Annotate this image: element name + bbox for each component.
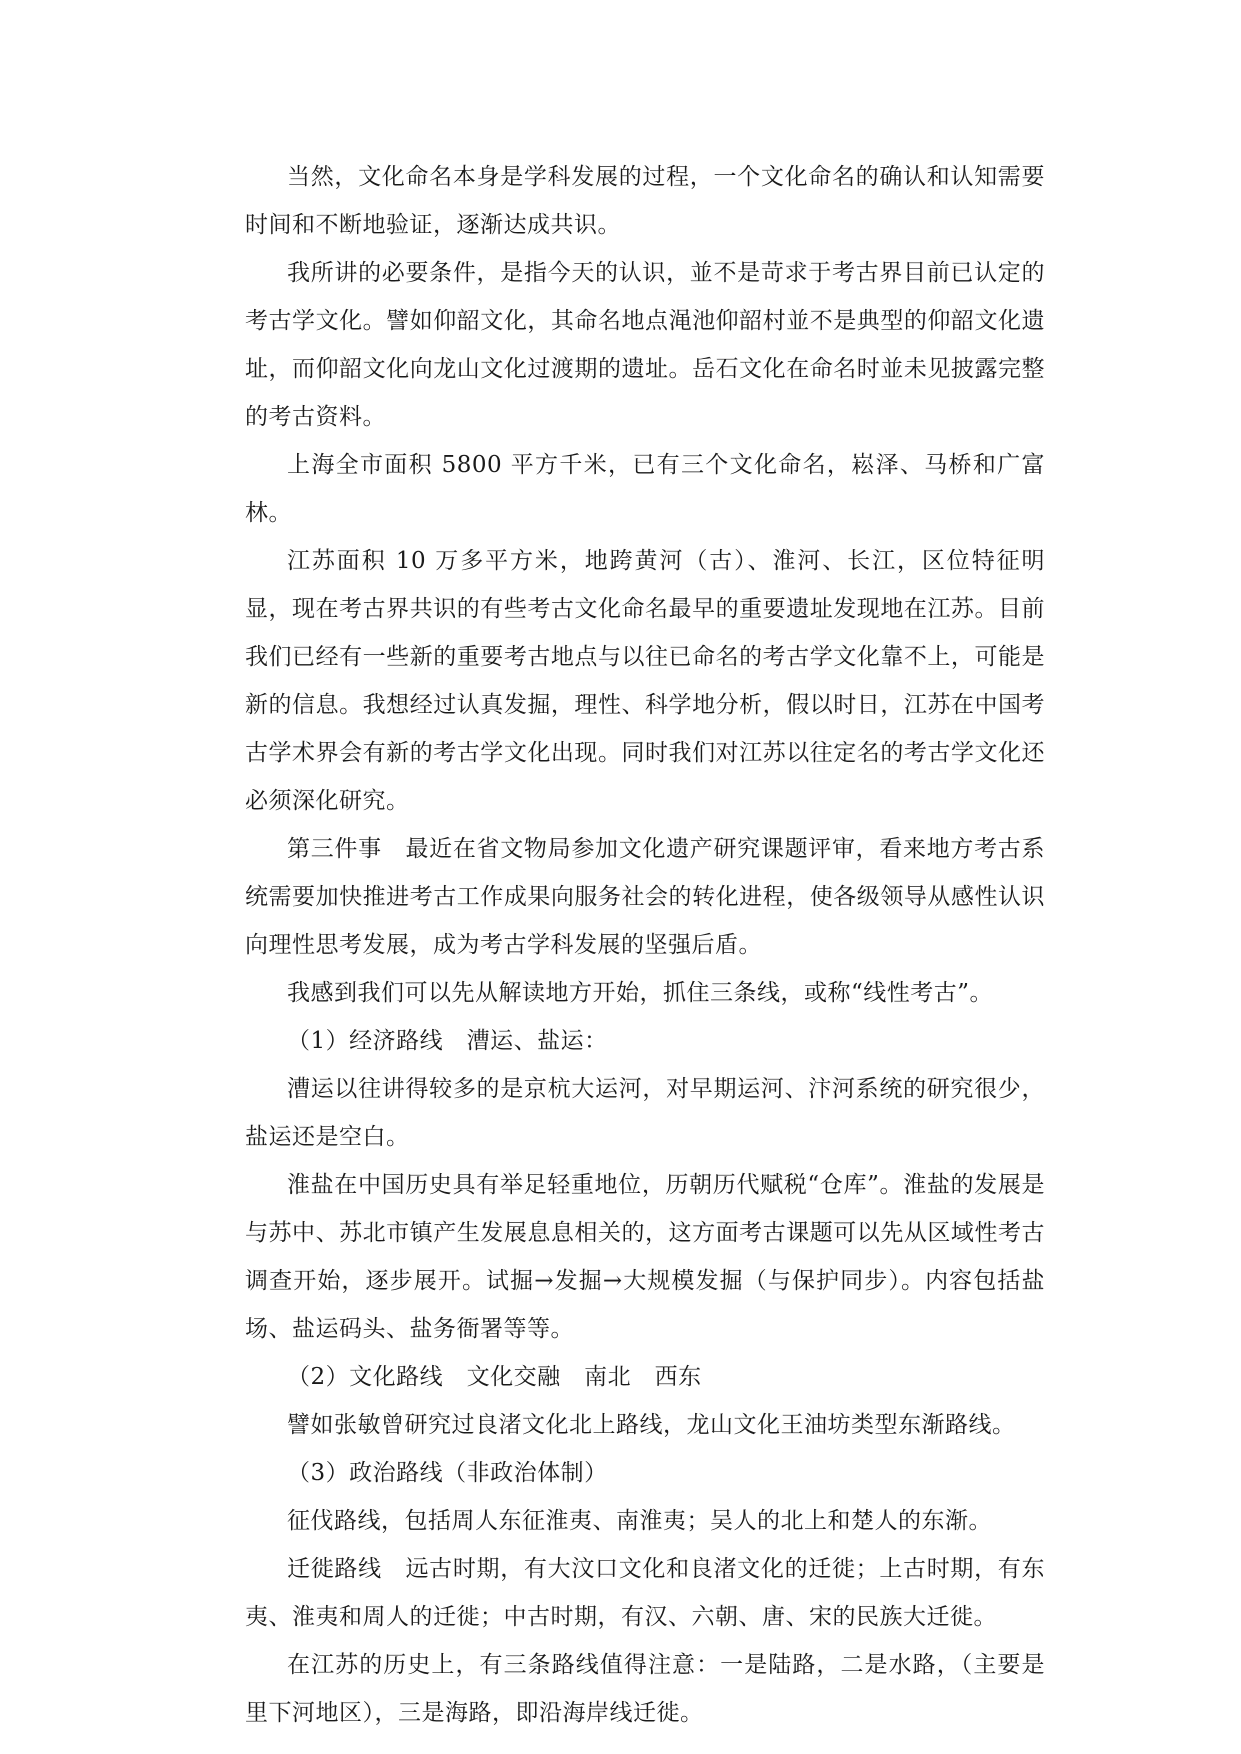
paragraph-7: （1）经济路线 漕运、盐运： [287, 1028, 608, 1054]
paragraph-8: 漕运以往讲得较多的是京杭大运河，对早期运河、汴河系统的研究很少，盐运还是空白。 [245, 1076, 1045, 1150]
paragraph-5: 第三件事 最近在省文物局参加文化遗产研究课题评审，看来地方考古系统需要加快推进考古工作成果向服务社会的转化进程，使各级领导从感性认识向理性思考发展，成为考古学科发展的坚强后盾。 [245, 836, 1045, 958]
paragraph-4: 江苏面积 10 万多平方米，地跨黄河（古）、淮河、长江，区位特征明显，现在考古界共识的有些考古文化命名最早的重要遗址发现地在江苏。目前我们已经有一些新的重要考古地点与以往已命名的考古学文化靠不上，可能是新的信息。我想经过认真发掘，理性、科学地分析，假以时日，江苏在中国考古学术界会有新的考古学文化出现。同时我们对江苏以往定名的考古学文化还必须深化研究。 [245, 548, 1045, 814]
paragraph-6: 我感到我们可以先从解读地方开始，抓住三条线，或称“线性考古”。 [287, 980, 994, 1006]
paragraph-2: 我所讲的必要条件，是指今天的认识，並不是苛求于考古界目前已认定的考古学文化。譬如仰韶文化，其命名地点渑池仰韶村並不是典型的仰韶文化遗址，而仰韶文化向龙山文化过渡期的遗址。岳石文化在命名时並未见披露完整的考古资料。 [245, 260, 1045, 430]
paragraph-1: 当然，文化命名本身是学科发展的过程，一个文化命名的确认和认知需要时间和不断地验证，逐渐达成共识。 [245, 164, 1045, 238]
document-body [245, 153, 1045, 1737]
paragraph-9: 淮盐在中国历史具有举足轻重地位，历朝历代赋税“仓库”。淮盐的发展是与苏中、苏北市镇产生发展息息相关的，这方面考古课题可以先从区域性考古调查开始，逐步展开。试掘→发掘→大规模发掘（与保护同步）。内容包括盐场、盐运码头、盐务衙署等等。 [245, 1172, 1045, 1342]
paragraph-15: 在江苏的历史上，有三条路线值得注意：一是陆路，二是水路，（主要是里下河地区），三是海路，即沿海岸线迁徙。 [245, 1652, 1045, 1726]
paragraph-12: （3）政治路线（非政治体制） [287, 1460, 608, 1486]
paragraph-14: 迁徙路线 远古时期，有大汶口文化和良渚文化的迁徙；上古时期，有东夷、淮夷和周人的迁徙；中古时期，有汉、六朝、唐、宋的民族大迁徙。 [245, 1556, 1045, 1630]
paragraph-10: （2）文化路线 文化交融 南北 西东 [287, 1364, 702, 1390]
paragraph-3: 上海全市面积 5800 平方千米，已有三个文化命名，崧泽、马桥和广富林。 [245, 452, 1045, 526]
paragraph-11: 譬如张敏曾研究过良渚文化北上路线，龙山文化王油坊类型东渐路线。 [287, 1412, 1016, 1438]
paragraph-13: 征伐路线，包括周人东征淮夷、南淮夷；吴人的北上和楚人的东渐。 [287, 1508, 992, 1534]
